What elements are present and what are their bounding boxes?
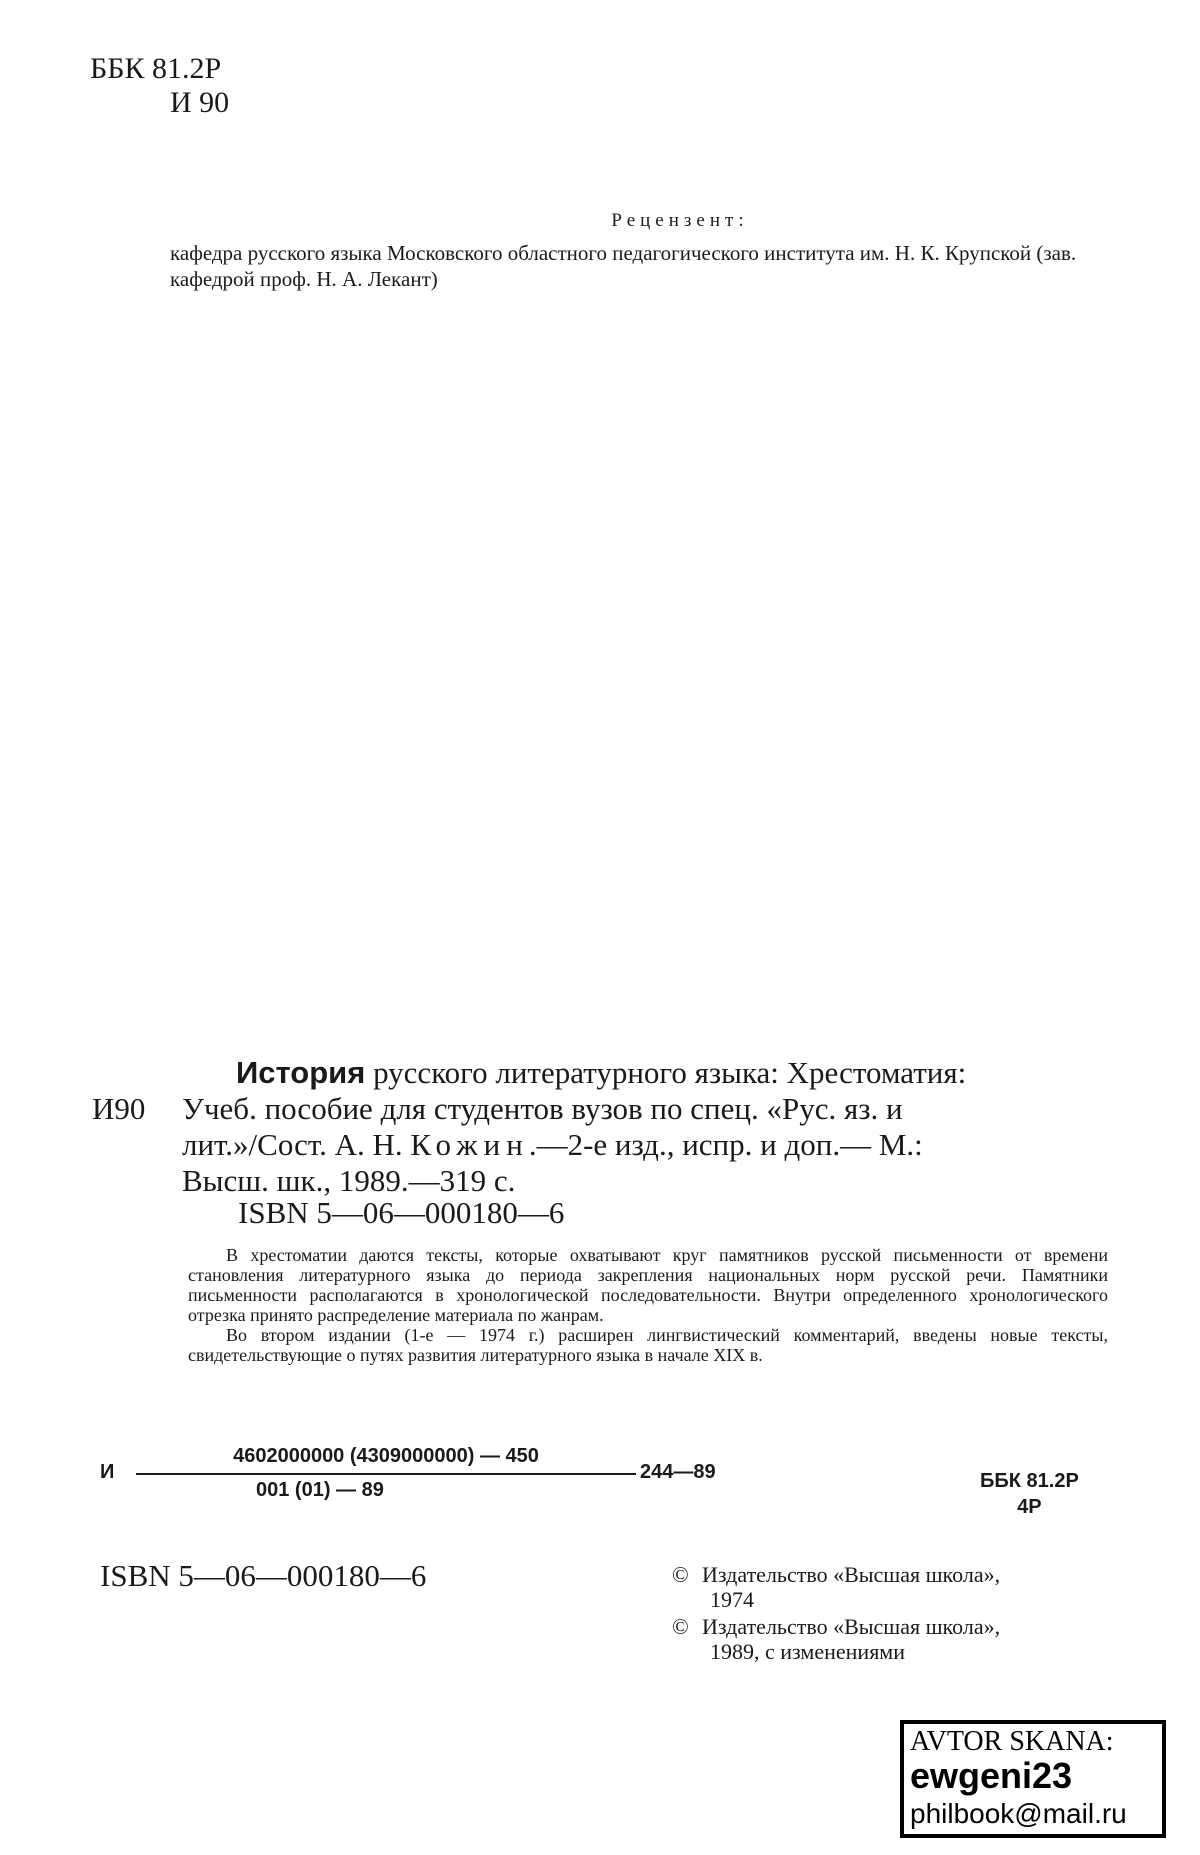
stamp-heading: AVTOR SKANA: (910, 1726, 1114, 1757)
publisher-code-prefix: И (100, 1461, 115, 1483)
stamp-username: ewgeni23 (910, 1755, 1073, 1796)
copyright-icon: © (672, 1614, 689, 1639)
entry-line-2 (92, 1091, 1112, 1127)
copyright-icon: © (672, 1562, 689, 1587)
entry-line-3 (92, 1127, 1112, 1163)
isbn-bottom: ISBN 5—06—000180—6 (100, 1558, 427, 1593)
copyright-1989 (672, 1614, 1000, 1664)
bbk-code: ББК 81.2Р (90, 52, 222, 85)
entry-code: И90 (92, 1091, 146, 1126)
bbk-index-bottom (980, 1468, 1079, 1520)
copyright-1974 (672, 1562, 1000, 1612)
bibliographic-entry (92, 1055, 1112, 1199)
copyright-publisher: Издательство «Высшая школа», (702, 1614, 1001, 1639)
publisher-code-suffix: 244—89 (640, 1461, 716, 1483)
annotation (188, 1245, 1108, 1365)
publisher-code-numerator: 4602000000 (4309000000) — 450 (136, 1445, 636, 1475)
copyright-year: 1989, с изменениями (710, 1639, 906, 1664)
entry-title-rest: русского литературного языка: Хрестоматия: (365, 1055, 967, 1090)
copyright-block (672, 1562, 1000, 1666)
entry-title: История (236, 1055, 366, 1090)
bbk-bottom-mark: 4Р (1017, 1496, 1042, 1518)
annotation-paragraph-1: В хрестоматии даются тексты, которые охватывают круг памятников русской письменности от времени становления литературного языка до периода закрепления национальных норм русской речи. Памятники письменности располагаются в хронологической последовательности. Внутри определенного хронологического отрезка принято распределение материала по жанрам. (188, 1245, 1108, 1325)
bbk-index-top (90, 52, 229, 120)
author-mark: И 90 (170, 86, 230, 119)
publisher-code-denominator: 001 (01) — 89 (256, 1479, 384, 1501)
reviewer-heading: Рецензент: (611, 210, 749, 231)
copyright-year: 1974 (710, 1587, 754, 1612)
entry-line-3-b: .—2-е изд., испр. и доп.— М.: (528, 1127, 923, 1162)
entry-line-4: Высш. шк., 1989.—319 с. (182, 1163, 516, 1198)
scanner-stamp (900, 1720, 1166, 1838)
entry-line-2-text: Учеб. пособие для студентов вузов по спец. «Рус. яз. и (182, 1091, 903, 1126)
reviewer-text: кафедра русского языка Московского областного педагогического института им. Н. К. Крупской (зав. кафедрой проф. Н. А. Лекант) (170, 241, 1077, 291)
publisher-code-fraction (136, 1445, 636, 1502)
bbk-bottom-code: ББК 81.2Р (980, 1470, 1079, 1492)
entry-line-1 (92, 1055, 1112, 1091)
annotation-paragraph-2: Во втором издании (1-е — 1974 г.) расширен лингвистический комментарий, введены новые тексты, свидетельствующие о путях развития литературного языка в начале XIX в. (188, 1325, 1108, 1365)
entry-line-3-a: лит.»/Сост. А. Н. (182, 1127, 411, 1162)
stamp-email: philbook@mail.ru (910, 1798, 1127, 1829)
copyright-publisher: Издательство «Высшая школа», (702, 1562, 1001, 1587)
entry-compiler: Кожин (410, 1127, 529, 1162)
entry-isbn: ISBN 5—06—000180—6 (238, 1195, 565, 1230)
